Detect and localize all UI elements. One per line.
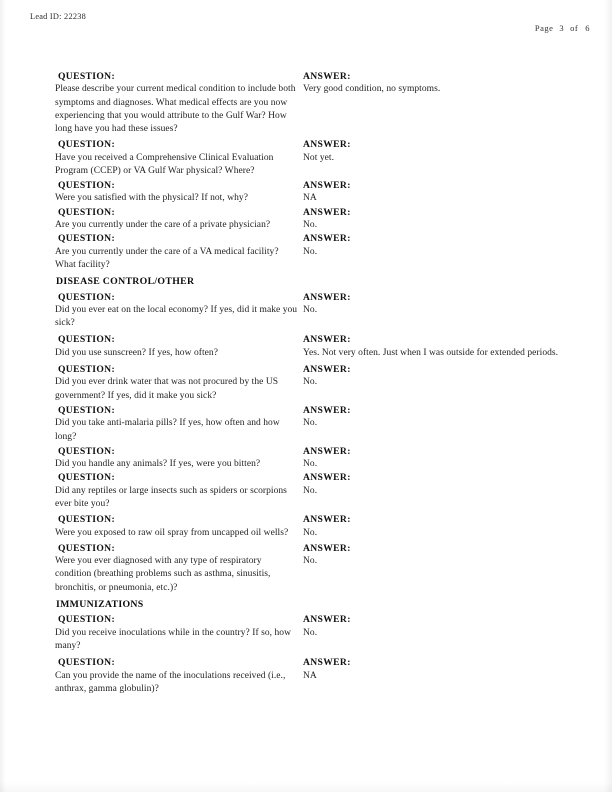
question-column [55, 613, 303, 626]
question-label: QUESTION: [58, 233, 115, 245]
qa-row [55, 656, 594, 669]
answer-label: ANSWER: [303, 657, 351, 669]
question-label: QUESTION: [58, 139, 115, 151]
answer-label: ANSWER: [303, 542, 351, 554]
answer-label: ANSWER: [303, 206, 351, 218]
question-column [55, 445, 303, 458]
question-column [55, 627, 303, 653]
answer-label: ANSWER: [303, 334, 351, 346]
answer-column [303, 333, 594, 346]
answer-text: No. [303, 459, 318, 470]
answer-text: Very good condition, no symptoms. [303, 84, 441, 95]
answer-column [303, 404, 594, 417]
page-current-number: 3 [559, 23, 565, 33]
questionnaire-content [55, 70, 594, 696]
answer-text: No. [303, 220, 318, 231]
question-text: Did you use sunscreen? If yes, how often? [55, 347, 218, 358]
question-text: Did you ever drink water that was not procured by the US government? If yes, did it make you sick? [55, 377, 279, 401]
qa-row [55, 513, 594, 526]
question-text: Did any reptiles or large insects such as spiders or scorpions ever bite you? [55, 485, 287, 509]
question-text: Did you receive inoculations while in the country? If so, how many? [55, 627, 292, 651]
qa-row [55, 192, 594, 205]
answer-label: ANSWER: [303, 445, 351, 457]
question-text: Did you handle any animals? If yes, were you bitten? [55, 459, 261, 470]
scan-edge-shadow-left [0, 0, 6, 792]
answer-column [303, 179, 594, 192]
question-text: Were you ever diagnosed with any type of respiratory condition (breathing problems such as asthma, sinusitis, bronchitis, or pneumonia, etc.)? [55, 556, 271, 593]
question-label: QUESTION: [58, 180, 115, 192]
qa-row [55, 70, 594, 83]
qa-row [55, 138, 594, 151]
page-total-number: 6 [585, 23, 590, 33]
question-label: QUESTION: [58, 514, 115, 526]
answer-text: Not yet. [303, 152, 335, 163]
answer-text: Yes. Not very often. Just when I was outside for extended periods. [303, 347, 559, 358]
question-column [55, 206, 303, 219]
question-column [55, 192, 303, 205]
answer-column [303, 445, 594, 458]
page-of-label: of [570, 23, 579, 33]
question-label: QUESTION: [58, 472, 115, 484]
question-column [55, 152, 303, 178]
qa-row [55, 445, 594, 458]
page-header [30, 12, 590, 33]
answer-column [303, 363, 594, 376]
qa-row [55, 347, 594, 360]
qa-row [55, 83, 594, 136]
answer-column [303, 232, 594, 245]
answer-column [303, 83, 594, 96]
question-text: Did you ever eat on the local economy? If yes, did it make you sick? [55, 305, 298, 329]
question-label: QUESTION: [58, 71, 115, 82]
answer-label: ANSWER: [303, 139, 351, 151]
qa-row [55, 246, 594, 272]
question-label: QUESTION: [58, 657, 115, 669]
section-header-row [55, 275, 594, 289]
answer-text: No. [303, 556, 318, 567]
question-column [55, 304, 303, 330]
question-label: QUESTION: [58, 206, 115, 218]
lead-id-text: Lead ID: 22238 [30, 12, 87, 21]
question-column [55, 376, 303, 402]
answer-label: ANSWER: [303, 291, 351, 303]
answer-column [303, 627, 594, 640]
qa-row [55, 417, 594, 443]
qa-row [55, 376, 594, 402]
question-column [55, 417, 303, 443]
qa-row [55, 232, 594, 245]
question-text: Were you satisfied with the physical? If not, why? [55, 193, 249, 204]
question-text: Did you take anti-malaria pills? If yes, how often and how long? [55, 418, 280, 442]
answer-label: ANSWER: [303, 71, 351, 82]
question-column [55, 527, 303, 540]
question-column [55, 513, 303, 526]
question-column [55, 83, 303, 136]
question-column [55, 458, 303, 471]
qa-row [55, 179, 594, 192]
question-column [55, 246, 303, 272]
question-label: QUESTION: [58, 404, 115, 416]
answer-column [303, 206, 594, 219]
answer-column [303, 471, 594, 484]
page-label: Page [534, 23, 554, 33]
answer-column [303, 347, 594, 360]
question-label: QUESTION: [58, 614, 115, 626]
section-header-disease-control: DISEASE CONTROL/OTHER [56, 276, 195, 288]
answer-column [303, 376, 594, 389]
question-column [55, 179, 303, 192]
answer-column [303, 70, 594, 83]
question-column [55, 485, 303, 511]
answer-column [303, 192, 594, 205]
answer-text: No. [303, 485, 318, 496]
qa-row [55, 613, 594, 626]
answer-label: ANSWER: [303, 180, 351, 192]
answer-text: No. [303, 627, 318, 638]
question-column [55, 333, 303, 346]
question-column [55, 219, 303, 232]
section-header-row [55, 598, 594, 612]
question-text: Are you currently under the care of a private physician? [55, 220, 271, 231]
qa-row [55, 363, 594, 376]
qa-row [55, 542, 594, 555]
answer-column [303, 304, 594, 317]
answer-text: No. [303, 377, 318, 388]
question-label: QUESTION: [58, 542, 115, 554]
answer-column [303, 613, 594, 626]
answer-column [303, 291, 594, 304]
answer-column [303, 542, 594, 555]
question-column [55, 404, 303, 417]
answer-label: ANSWER: [303, 472, 351, 484]
qa-row [55, 458, 594, 471]
answer-column [303, 138, 594, 151]
question-column [55, 275, 303, 289]
question-text: Are you currently under the care of a VA medical facility? What facility? [55, 246, 279, 270]
answer-text: No. [303, 527, 318, 538]
answer-label: ANSWER: [303, 364, 351, 376]
question-label: QUESTION: [58, 334, 115, 346]
question-label: QUESTION: [58, 291, 115, 303]
qa-row [55, 471, 594, 484]
answer-text: No. [303, 246, 318, 257]
qa-row [55, 219, 594, 232]
question-column [55, 555, 303, 595]
answer-column [303, 417, 594, 430]
answer-column [303, 656, 594, 669]
answer-column [303, 527, 594, 540]
answer-column [303, 152, 594, 165]
qa-row [55, 404, 594, 417]
answer-label: ANSWER: [303, 614, 351, 626]
qa-row [55, 670, 594, 696]
question-column [55, 363, 303, 376]
answer-label: ANSWER: [303, 233, 351, 245]
question-column [55, 232, 303, 245]
answer-label: ANSWER: [303, 404, 351, 416]
qa-row [55, 333, 594, 346]
qa-row [55, 152, 594, 178]
answer-column [303, 219, 594, 232]
qa-row [55, 527, 594, 540]
question-column [55, 291, 303, 304]
scan-edge-shadow-right [604, 0, 612, 792]
answer-column [303, 513, 594, 526]
question-text: Have you received a Comprehensive Clinical Evaluation Program (CCEP) or VA Gulf War physical? Where? [55, 152, 274, 176]
answer-text: NA [303, 193, 317, 204]
question-column [55, 542, 303, 555]
question-column [55, 70, 303, 83]
answer-text: NA [303, 670, 317, 681]
qa-row [55, 555, 594, 595]
answer-label: ANSWER: [303, 514, 351, 526]
question-column [55, 347, 303, 360]
question-text: Were you exposed to raw oil spray from uncapped oil wells? [55, 527, 289, 538]
question-label: QUESTION: [58, 445, 115, 457]
answer-column [303, 246, 594, 259]
answer-text: No. [303, 418, 318, 429]
qa-row [55, 304, 594, 330]
question-column [55, 138, 303, 151]
question-text: Please describe your current medical condition to include both symptoms and diagnoses. What medical effects are you now experiencing that you would attribute to the Gulf War? How long have you had these issues? [55, 84, 296, 135]
qa-row [55, 206, 594, 219]
answer-text: No. [303, 305, 318, 316]
question-column [55, 656, 303, 669]
qa-row [55, 291, 594, 304]
answer-column [303, 458, 594, 471]
qa-row [55, 627, 594, 653]
scan-edge-shadow-bottom [0, 782, 612, 792]
answer-column [303, 670, 594, 683]
qa-row [55, 485, 594, 511]
page-number-indicator [519, 13, 590, 43]
question-text: Can you provide the name of the inoculations received (i.e., anthrax, gamma globulin)? [55, 670, 286, 694]
section-header-immunizations: IMMUNIZATIONS [56, 598, 144, 610]
question-label: QUESTION: [58, 364, 115, 376]
question-column [55, 598, 303, 612]
answer-column [303, 555, 594, 568]
answer-column [303, 485, 594, 498]
question-column [55, 471, 303, 484]
question-column [55, 670, 303, 696]
